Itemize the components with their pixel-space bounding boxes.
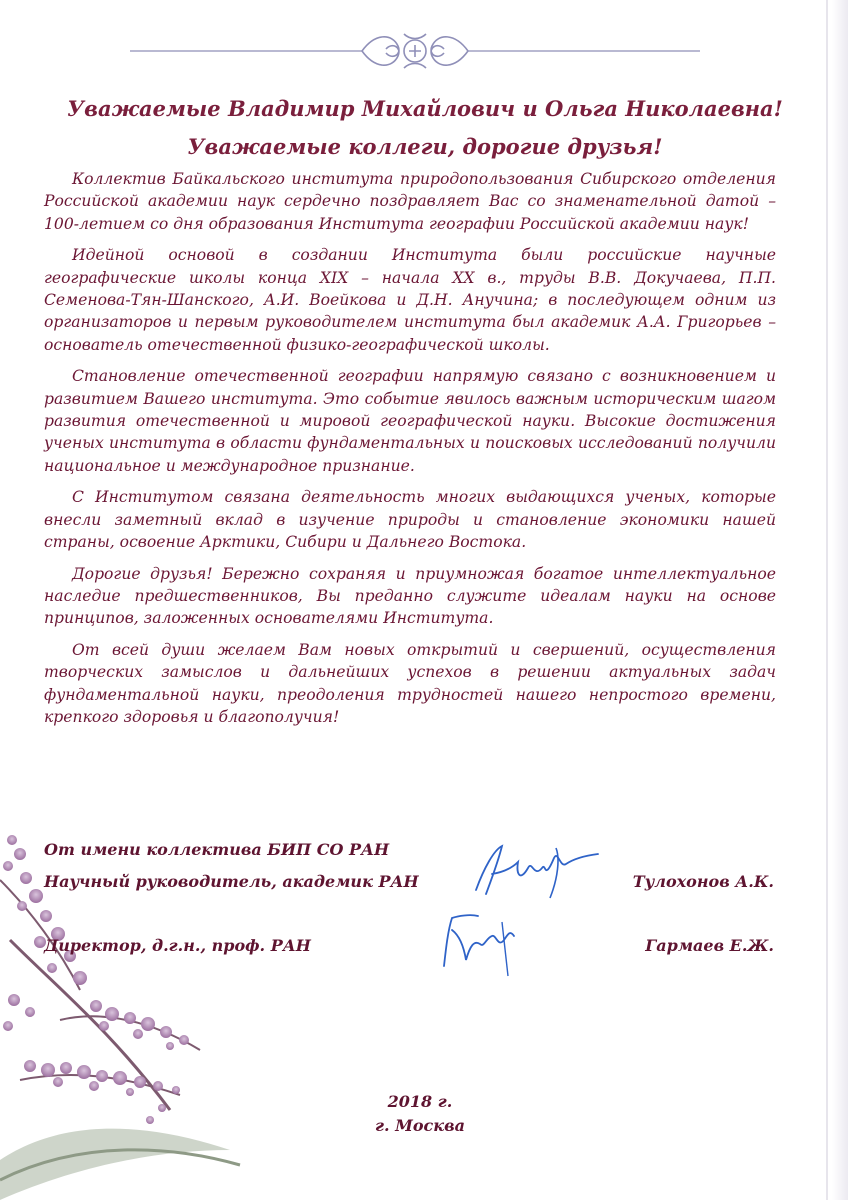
paragraph-development: Становление отечественной географии напрямую связано с возникновением и развитием Вашего института. Это событие явилось важным историческим шагом развития отечественной и мировой географической науки. Высокие достижения ученых института в области фундаментальных и поисковых исследований получили национальное и международное признание. xyxy=(44,367,776,475)
paragraph-history: Идейной основой в создании Института были российские научные географические школы конца XIX – начала XX в., труды В.В. Докучаева, П.П. Семенова-Тян-Шанского, А.И. Воейкова и Д.Н. Анучина; в последующем одним из организаторов и первым руководителем института был академик А.А. Григорьев – основатель отечественной физико-географической школы. xyxy=(44,246,776,354)
letter-body xyxy=(44,168,776,737)
handwritten-signature-2 xyxy=(434,900,534,980)
salutation-names: Уважаемые Владимир Михайлович и Ольга Николаевна! xyxy=(67,96,783,121)
signature-position-scientific-director: Научный руководитель, академик РАН xyxy=(44,872,419,891)
paragraph-wishes: От всей души желаем Вам новых открытий и свершений, осуществления творческих замыслов и дальнейших успехов в решении актуальных задач фундаментальной науки, преодоления трудностей нашего непростого времени, крепкого здоровья и благополучия! xyxy=(44,640,776,726)
paragraph-scientists: С Институтом связана деятельность многих выдающихся ученых, которые внесли заметный вклад в изучение природы и становление экономики нашей страны, освоение Арктики, Сибири и Дальнего Востока. xyxy=(44,488,776,552)
paragraph-heritage: Дорогие друзья! Бережно сохраняя и приумножая богатое интеллектуальное наследие предшественников, Вы преданно служите идеалам науки на основе принципов, заложенных основателями Института. xyxy=(44,564,776,628)
page-edge-shadow xyxy=(832,0,848,1200)
handwritten-signature-1 xyxy=(472,838,602,902)
letter-city: г. Москва xyxy=(375,1116,465,1135)
paragraph-congratulation: Коллектив Байкальского института природопользования Сибирского отделения Российской академии наук сердечно поздравляет Вас со знаменательной датой – 100-летием со дня образования Института географии Российской академии наук! xyxy=(44,170,776,233)
letter-year: 2018 г. xyxy=(387,1092,453,1111)
signature-position-director: Директор, д.г.н., проф. РАН xyxy=(44,936,311,955)
signature-name-garmaev: Гармаев Е.Ж. xyxy=(645,936,774,955)
signature-name-tulokhonov: Тулохонов А.К. xyxy=(632,872,774,891)
page-edge-line xyxy=(826,0,828,1200)
salutation-colleagues: Уважаемые коллеги, дорогие друзья! xyxy=(187,134,663,159)
ornament-divider xyxy=(130,28,700,74)
signature-on-behalf: От имени коллектива БИП СО РАН xyxy=(44,840,390,859)
